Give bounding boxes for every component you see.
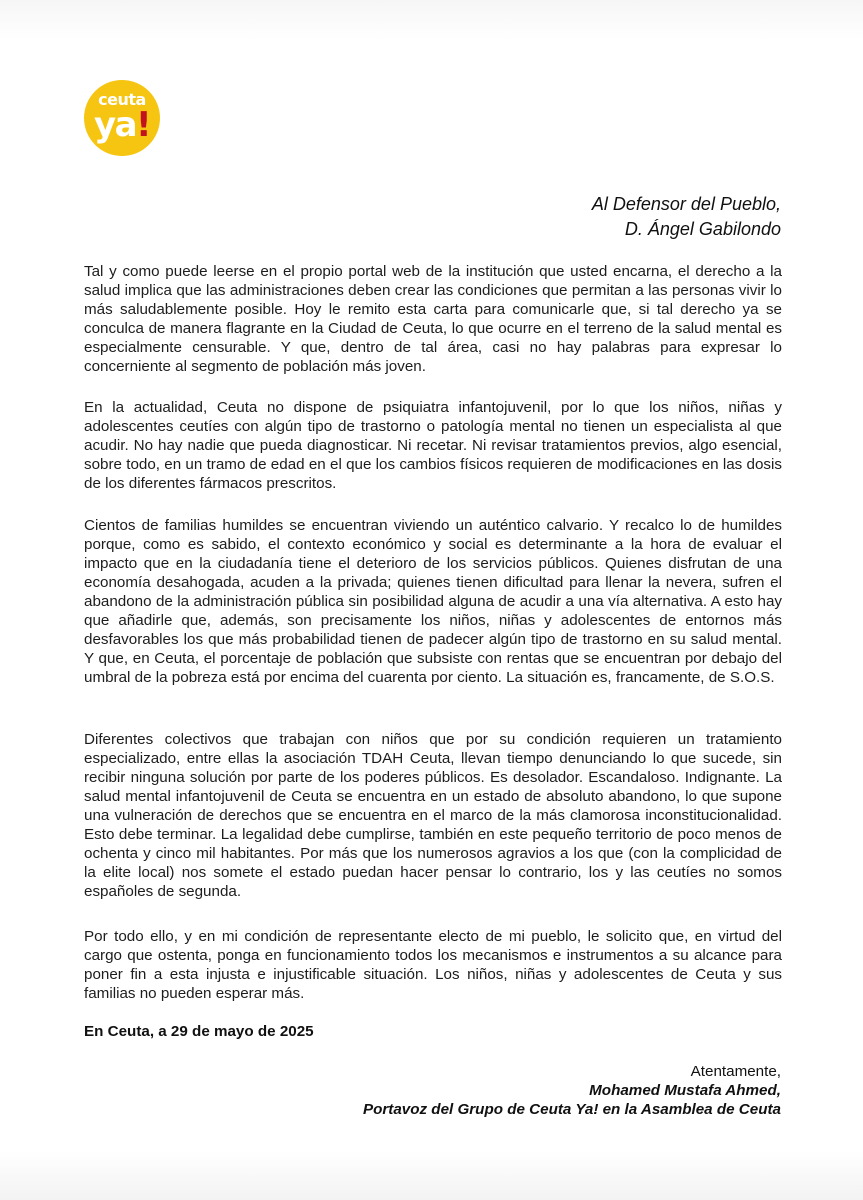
addressee-block [592, 192, 781, 242]
paragraph-5 [84, 927, 782, 1003]
paragraph-5-text: Por todo ello, y en mi condición de representante electo de mi pueblo, le solicito que, en virtud del cargo que ostenta, ponga en funcionamiento todos los mecanismos e instrumentos a su alcance para poner fin a esta injusta e injustificable situación. Los niños, niñas y adolescentes de Ceuta y sus familias no pueden esperar más. [84, 928, 782, 1002]
logo-ya-text: ya [93, 105, 137, 145]
paragraph-4 [84, 730, 782, 901]
signature-closing: Atentamente, [690, 1063, 781, 1080]
letter-date: En Ceuta, a 29 de mayo de 2025 [84, 1023, 314, 1040]
ceuta-ya-logo [84, 80, 160, 156]
addressee-name: D. Ángel Gabilondo [624, 219, 781, 239]
signature-role: Portavoz del Grupo de Ceuta Ya! en la Asamblea de Ceuta [362, 1101, 781, 1118]
signature-name: Mohamed Mustafa Ahmed, [589, 1082, 781, 1099]
paragraph-2-text: En la actualidad, Ceuta no dispone de psiquiatra infantojuvenil, por lo que los niños, niñas y adolescentes ceutíes con algún tipo de trastorno o patología mental no tienen un especialista al que acudir. No hay nadie que pueda diagnosticar. Ni recetar. Ni revisar tratamientos previos, algo esencial, sobre todo, en un tramo de edad en el que los cambios físicos requieren de modificaciones en las dosis de los diferentes fármacos prescritos. [84, 399, 782, 492]
paragraph-3-text: Cientos de familias humildes se encuentran viviendo un auténtico calvario. Y recalco lo de humildes porque, como es sabido, el contexto económico y social es determinante a la hora de evaluar el impacto que en la ciudadanía tiene el deterioro de los servicios públicos. Quienes disfrutan de una economía desahogada, acuden a la privada; quienes tienen dificultad para llenar la nevera, sufren el abandono de la administración pública sin posibilidad alguna de acudir a una vía alternativa. A esto hay que añadirle que, además, son precisamente los niños, niñas y adolescentes de entornos más desfavorables los que más probabilidad tienen de padecer algún tipo de trastorno en su salud mental. Y que, en Ceuta, el porcentaje de población que subsiste con rentas que se encuentran por debajo del umbral de la pobreza está por encima del cuarenta por ciento. La situación es, francamente, de S.O.S. [84, 517, 782, 686]
paragraph-2 [84, 398, 782, 493]
signature-block [363, 1062, 781, 1119]
paragraph-3 [84, 516, 782, 687]
logo-line-ceuta: ceuta [98, 90, 146, 109]
paragraph-4-text: Diferentes colectivos que trabajan con niños que por su condición requieren un tratamiento especializado, entre ellas la asociación TDAH Ceuta, llevan tiempo denunciando lo que sucede, sin recibir ninguna solución por parte de los poderes públicos. Es desolador. Escandaloso. Indignante. La salud mental infantojuvenil de Ceuta se encuentra en un estado de absoluto abandono, lo que supone una vulneración de derechos que se encuentra en el marco de la más clamorosa inconstitucionalidad. Esto debe terminar. La legalidad debe cumplirse, también en este pequeño territorio de poco menos de ochenta y cinco mil habitantes. Por más que los numerosos agravios a los que (con la complicidad de la elite local) nos somete el estado puedan hacer pensar lo contrario, los y las ceutíes no somos españoles de segunda. [84, 731, 782, 900]
paragraph-1-text: Tal y como puede leerse en el propio portal web de la institución que usted encarna, el derecho a la salud implica que las administraciones deben crear las condiciones que permitan a las personas vivir lo más saludablemente posible. Hoy le remito esta carta para comunicarle que, si tal derecho ya se conculca de manera flagrante en la Ciudad de Ceuta, lo que ocurre en el terreno de la salud mental es especialmente censurable. Y que, dentro de tal área, casi no hay palabras para expresar lo concerniente al segmento de población más joven. [84, 263, 782, 375]
paragraph-1 [84, 262, 782, 376]
logo-line-ya [84, 106, 160, 144]
addressee-title: Al Defensor del Pueblo, [591, 194, 781, 214]
logo-exclamation: ! [136, 105, 151, 145]
